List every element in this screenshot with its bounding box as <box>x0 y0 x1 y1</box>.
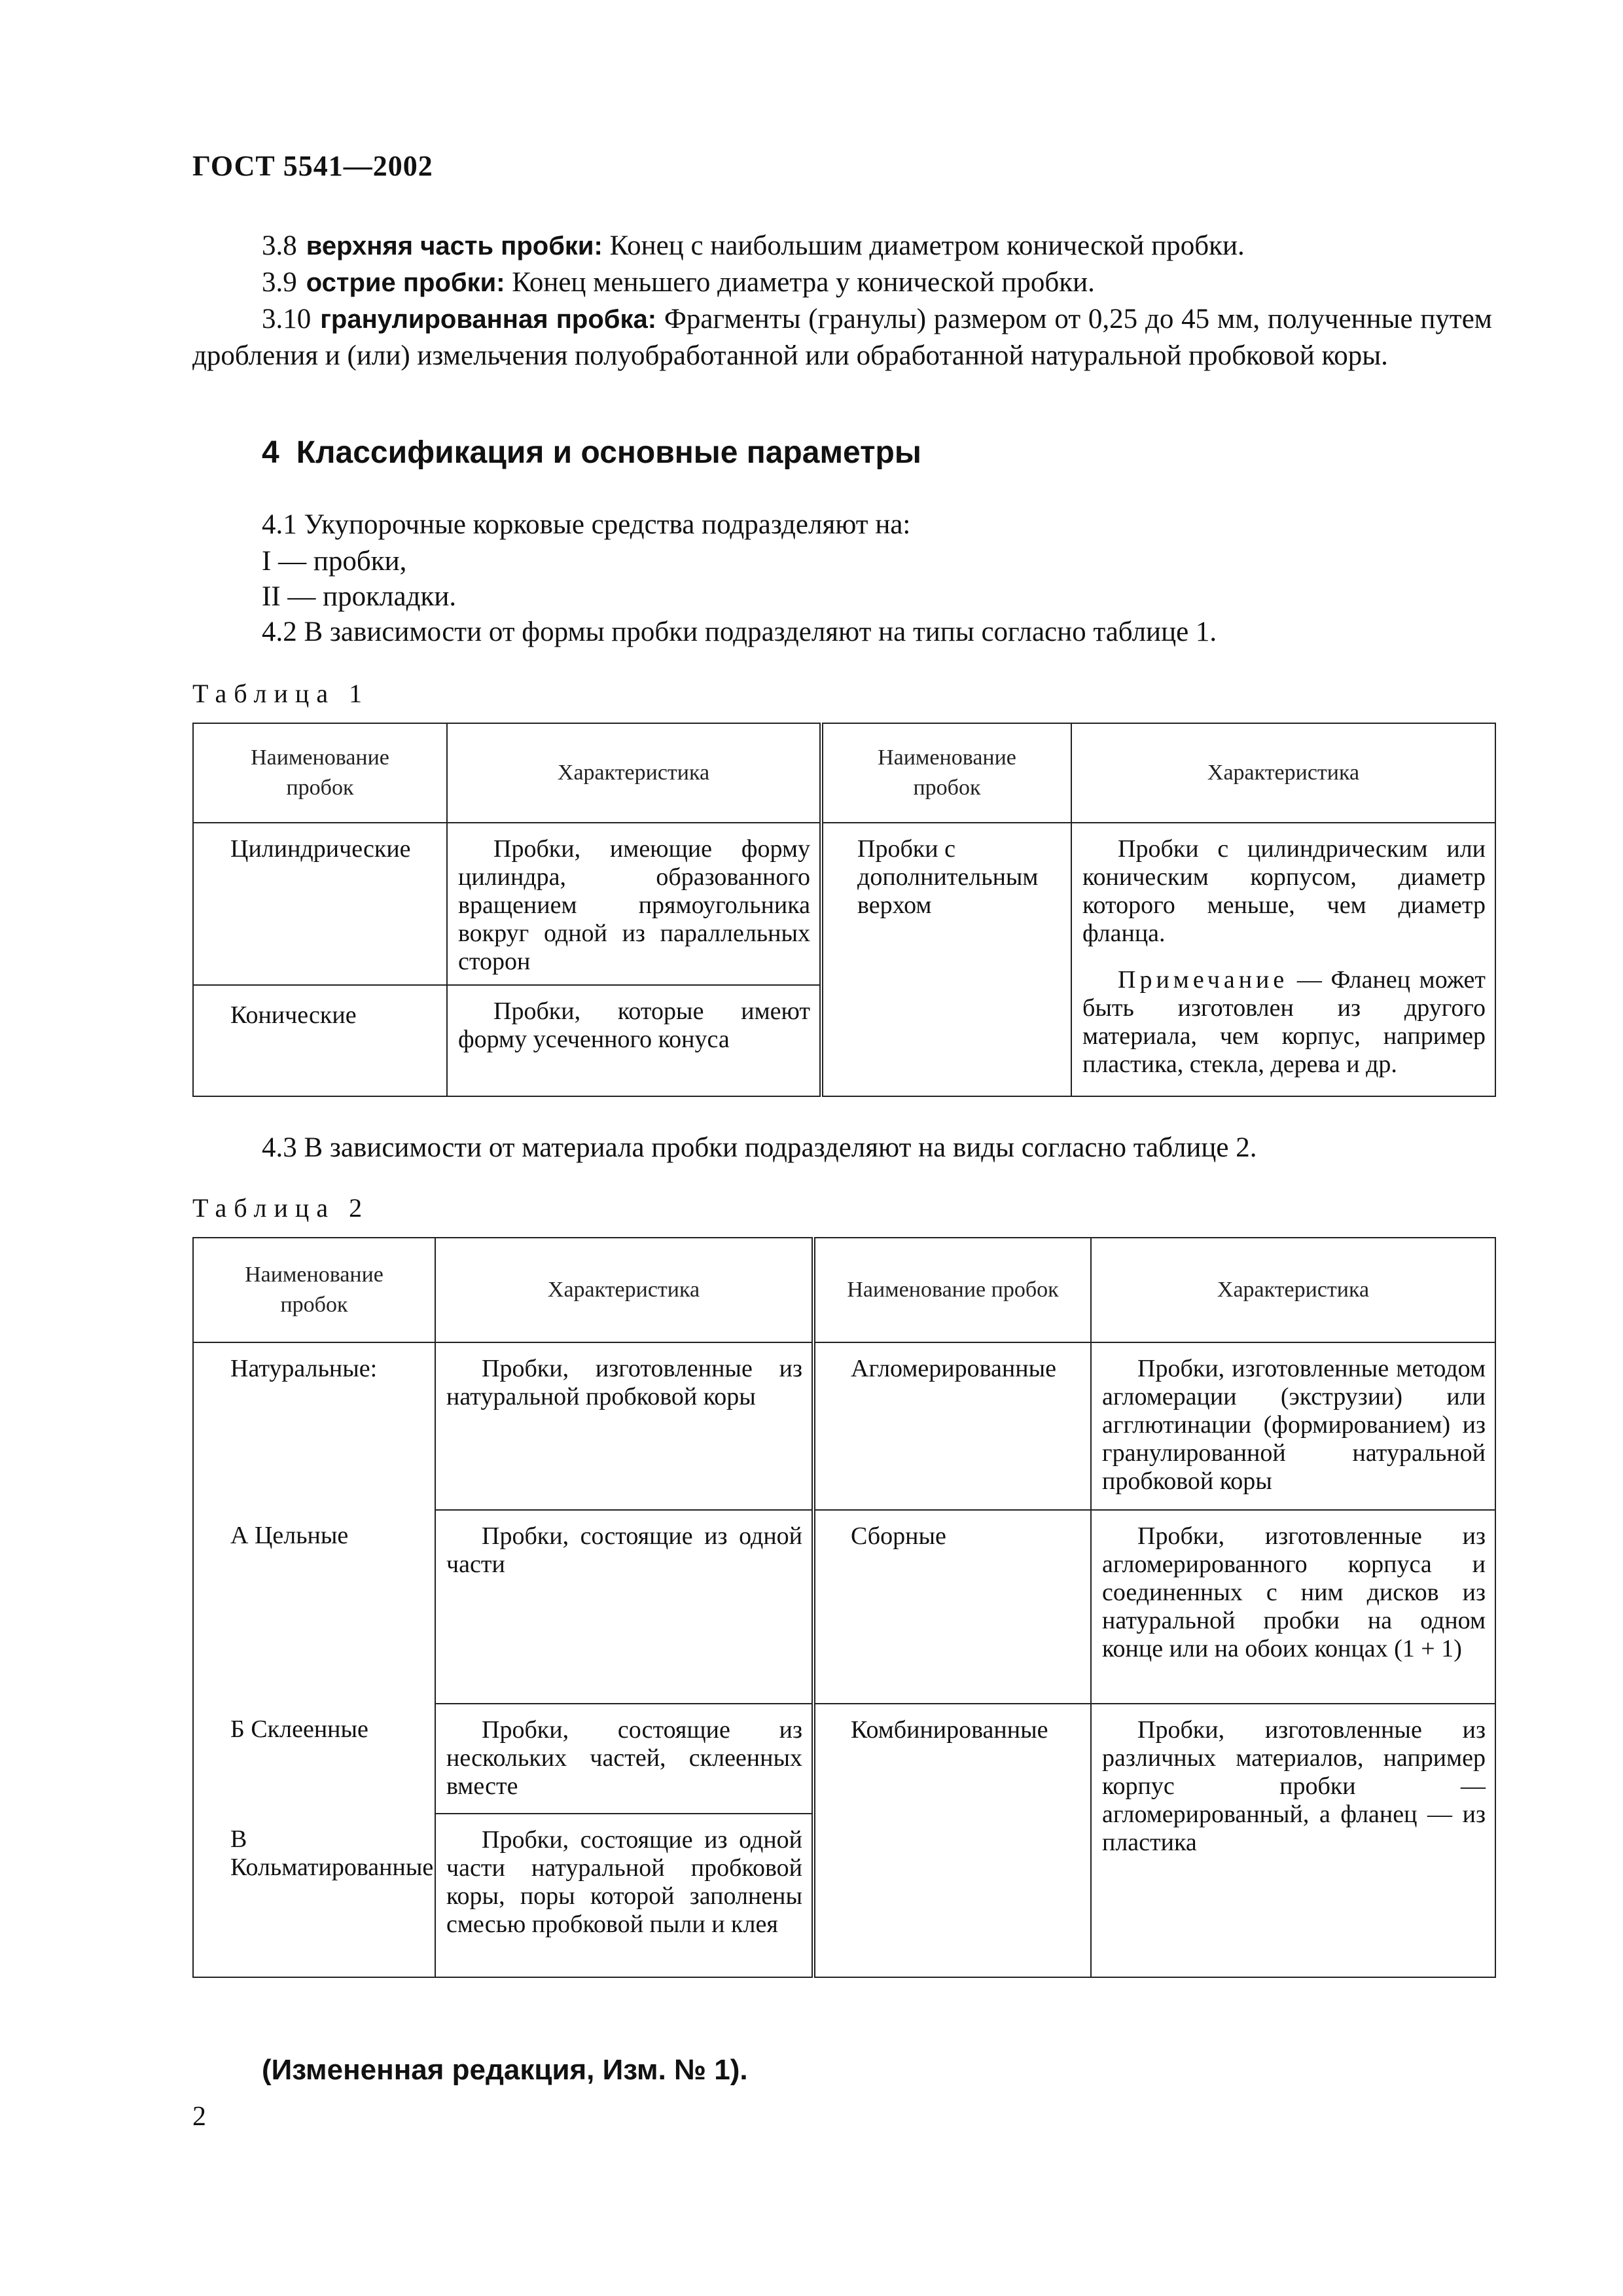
cork-type-description: Пробки, изготовленные из различных материалов, например корпус пробки — агломерированный, а фланец — из пластика <box>1102 1716 1486 1856</box>
cork-type-name: Пробки с дополнительным верхом <box>857 835 1039 919</box>
table-cell <box>821 823 1071 1096</box>
paragraph-4-1: 4.1 Укупорочные корковые средства подразделяют на: <box>262 509 911 540</box>
header-label: Наименование пробок <box>251 745 389 800</box>
paragraph-4-2: 4.2 В зависимости от формы пробки подразделяют на типы согласно таблице 1. <box>262 617 1217 647</box>
table-1-caption: Таблица 1 <box>192 679 370 708</box>
table-cell <box>435 1814 813 1977</box>
definition-3-9 <box>192 264 1492 301</box>
table-header-characteristic <box>1071 723 1495 823</box>
definition-text: Конец меньшего диаметра у конической пробки. <box>505 267 1095 298</box>
table-cell <box>813 1342 1091 1510</box>
cork-type-name: Агломерированные <box>851 1355 1056 1382</box>
table-header-name <box>193 723 447 823</box>
cork-type-description: Пробки, которые имеют форму усеченного конуса <box>458 997 810 1053</box>
document-id: ГОСТ 5541—2002 <box>192 150 433 182</box>
table-header-characteristic <box>1091 1238 1495 1342</box>
table-cell <box>1071 823 1495 1096</box>
table-note <box>1072 966 1495 1086</box>
definition-term: острие пробки: <box>306 268 505 297</box>
cork-type-description: Пробки, имеющие форму цилиндра, образованного вращением прямоугольника вокруг одной из параллельных сторон <box>458 835 810 975</box>
cork-type-description: Пробки, состоящие из нескольких частей, склеенных вместе <box>446 1716 802 1800</box>
header-label: Наименование пробок <box>878 745 1016 800</box>
definition-text: Фрагменты (гранулы) размером от 0,25 до 45 мм, полученные путем дробления и (или) измельчения полуобработанной или обработанной натуральной пробковой коры. <box>192 304 1492 371</box>
table-cell <box>435 1510 813 1704</box>
section-title: Классификация и основные параметры <box>296 435 921 470</box>
table-row <box>193 1342 435 1510</box>
cork-type-description: Пробки, состоящие из одной части <box>446 1522 802 1578</box>
cork-type-name: Цилиндрические <box>230 835 411 863</box>
table-row <box>193 1510 435 1704</box>
definition-term: гранулированная пробка: <box>320 305 657 334</box>
cork-kind-name: В Кольматированные <box>230 1825 434 1881</box>
section-number: 4 <box>262 435 279 470</box>
table-cell <box>813 1704 1091 1977</box>
definition-3-10 <box>192 301 1492 374</box>
definition-number: 3.9 <box>262 267 297 298</box>
table-cell <box>1091 1704 1495 1977</box>
table-header-name <box>821 723 1071 823</box>
table-cell <box>435 1342 813 1510</box>
table-row <box>193 823 447 985</box>
cork-type-description: Пробки, изготовленные методом агломерации (экструзии) или агглютинации (формированием) из гранулированной натуральной пробковой коры <box>1102 1355 1486 1495</box>
table-header-characteristic <box>447 723 821 823</box>
table-row <box>193 1704 435 1814</box>
table-header-name <box>813 1238 1091 1342</box>
table-1 <box>192 723 1496 1097</box>
definition-term: верхняя часть пробки: <box>306 232 603 260</box>
note-label: Примечание <box>1118 966 1289 994</box>
header-label: Характеристика <box>1217 1278 1370 1302</box>
cork-type-description: Пробки с цилиндрическим или коническим корпусом, диаметр которого меньше, чем диаметр фланца. <box>1082 835 1486 947</box>
definition-text: Конец с наибольшим диаметром конической пробки. <box>602 230 1245 261</box>
section-heading <box>262 435 921 471</box>
table-cell <box>435 1704 813 1814</box>
table-header-name <box>193 1238 435 1342</box>
page-number: 2 <box>192 2102 206 2132</box>
cork-type-name: Конические <box>230 1001 357 1029</box>
cork-type-name: Сборные <box>851 1522 946 1550</box>
cork-group-name: Натуральные: <box>230 1355 378 1382</box>
cork-type-description: Пробки, изготовленные из натуральной пробковой коры <box>446 1355 802 1410</box>
header-label: Характеристика <box>557 761 710 785</box>
cork-type-name: Комбинированные <box>851 1716 1048 1744</box>
cork-type-description: Пробки, состоящие из одной части натуральной пробковой коры, поры которой заполнены смесью пробковой пыли и клея <box>446 1826 802 1938</box>
note-text: — Фланец может быть изготовлен из другого материала, чем корпус, например пластика, стекла, дерева и др. <box>1082 966 1486 1078</box>
paragraph-4-3: 4.3 В зависимости от материала пробки подразделяют на виды согласно таблице 2. <box>262 1132 1257 1163</box>
cork-kind-name: А Цельные <box>230 1522 349 1549</box>
table-cell <box>447 823 821 985</box>
table-2-caption: Таблица 2 <box>192 1193 370 1223</box>
table-2 <box>192 1237 1496 1978</box>
edition-note: (Измененная редакция, Изм. № 1). <box>262 2054 748 2086</box>
list-item: I — пробки, <box>262 546 407 577</box>
table-cell <box>1091 1510 1495 1704</box>
definition-number: 3.8 <box>262 230 297 261</box>
header-label: Характеристика <box>1207 761 1360 785</box>
table-row <box>193 1814 435 1977</box>
table-cell <box>813 1510 1091 1704</box>
table-header-characteristic <box>435 1238 813 1342</box>
header-label: Наименование пробок <box>847 1278 1059 1302</box>
table-row <box>193 985 447 1096</box>
list-item: II — прокладки. <box>262 581 457 612</box>
definition-number: 3.10 <box>262 304 312 334</box>
header-label: Характеристика <box>547 1278 700 1302</box>
table-cell <box>1091 1342 1495 1510</box>
cork-type-description: Пробки, изготовленные из агломерированного корпуса и соединенных с ним дисков из натуральной пробки на одном конце или на обоих концах (1 + 1) <box>1102 1522 1486 1662</box>
definition-3-8 <box>192 228 1492 264</box>
table-cell <box>447 985 821 1096</box>
header-label: Наименование пробок <box>245 1263 383 1317</box>
cork-kind-name: Б Склеенные <box>230 1715 368 1743</box>
